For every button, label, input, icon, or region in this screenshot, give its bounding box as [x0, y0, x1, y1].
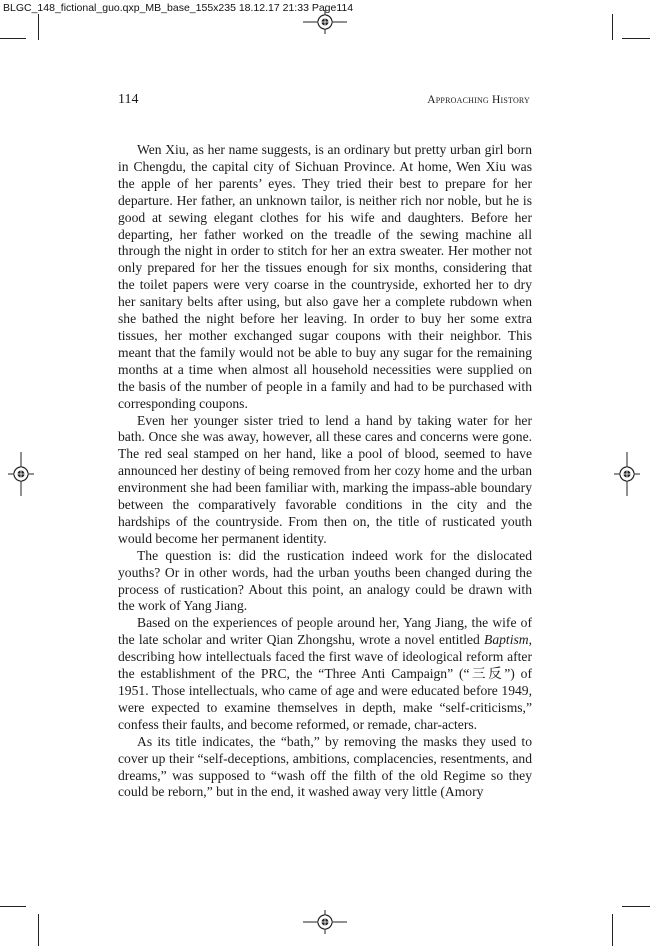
paragraph: Wen Xiu, as her name suggests, is an ordinary but pretty urban girl born in Chengdu, the capital city of Sichuan Province. At home, Wen Xiu was the apple of her parents’ eyes. They tried their best to prepare for her departure. Her father, an unknown tailor, is neither rich nor noble, but he is good at sewing elegant clothes for his wife and daughters. Before her departing, her father worked on the treadle of the sewing machine all through the night in order to stitch for her an extra sweater. Her mother not only prepared for her the tissues enough for six months, considering that the toilet papers were very coarse in the countryside, exhorted her to dry her sanitary belts after using, but also gave her a complete rubdown when she bathed the night before her leaving. In order to buy her some extra tissues, her mother exchanged sugar coupons with their neighbor. This meant that the family would not be able to buy any sugar for the remaining months at a time when almost all household necessities were supplied on the basis of the number of people in a family and had to be purchased with corresponding coupons.	[118, 142, 532, 411]
page-number: 114	[118, 92, 139, 107]
registration-mark-bottom-icon	[303, 910, 347, 934]
crop-mark-bottom-left-h	[0, 906, 26, 907]
registration-mark-right-icon	[614, 452, 640, 496]
crop-mark-top-right-h	[622, 38, 650, 39]
crop-mark-bottom-left-v	[38, 914, 39, 946]
paragraph: The question is: did the rustication indeed work for the dislocated youths? Or in other words, had the urban youths been changed during the process of rustication? About this point, an analogy could be drawn with the work of Yang Jiang.	[118, 547, 532, 614]
running-head: Approaching History	[427, 94, 530, 106]
paragraph-text: , describing how intellectuals faced the first wave of ideological reform after the establishment of the PRC, the “Three Anti Campaign” (“三反”) of 1951. Those intellectuals, who came of age and were educated before 1949, were expected to examine themselves in depth, make “self-criticisms,” confess their faults, and become reformed, or remade, char-acters.	[118, 632, 532, 732]
crop-mark-bottom-right-h	[622, 906, 650, 907]
paragraph: Even her younger sister tried to lend a hand by taking water for her bath. Once she was away, however, all these cares and concerns were gone. The red seal stamped on her hand, like a pool of blood, seemed to have announced her destiny of being removed from her cozy home and the urban environment she had been familiar with, marking the impass-able boundary between the comparatively favorable conditions in the city and the hardships of the countryside. From then on, the title of rusticated youth would become her permanent identity.	[118, 412, 532, 546]
book-title: Baptism	[484, 632, 529, 648]
registration-mark-top-icon	[303, 10, 347, 34]
paragraph: As its title indicates, the “bath,” by removing the masks they used to cover up their “self-deceptions, ambitions, complacencies, resentments, and dreams,” was supposed to “wash off the filth of the old Regime so they could be reborn,” but in the end, it washed away very little (Amory	[118, 733, 532, 800]
printer-slug: BLGC_148_fictional_guo.qxp_MB_base_155x235 18.12.17 21:33 Page114	[3, 2, 354, 14]
crop-mark-top-left-v	[38, 14, 39, 40]
paragraph	[118, 615, 532, 733]
body-text	[118, 142, 532, 801]
crop-mark-top-right-v	[612, 14, 613, 40]
crop-mark-top-left-h	[0, 38, 26, 39]
registration-mark-left-icon	[8, 452, 34, 496]
paragraph-text: Based on the experiences of people around her, Yang Jiang, the wife of the late scholar and writer Qian Zhongshu, wrote a novel entitled	[118, 615, 532, 648]
crop-mark-bottom-right-v	[612, 914, 613, 946]
